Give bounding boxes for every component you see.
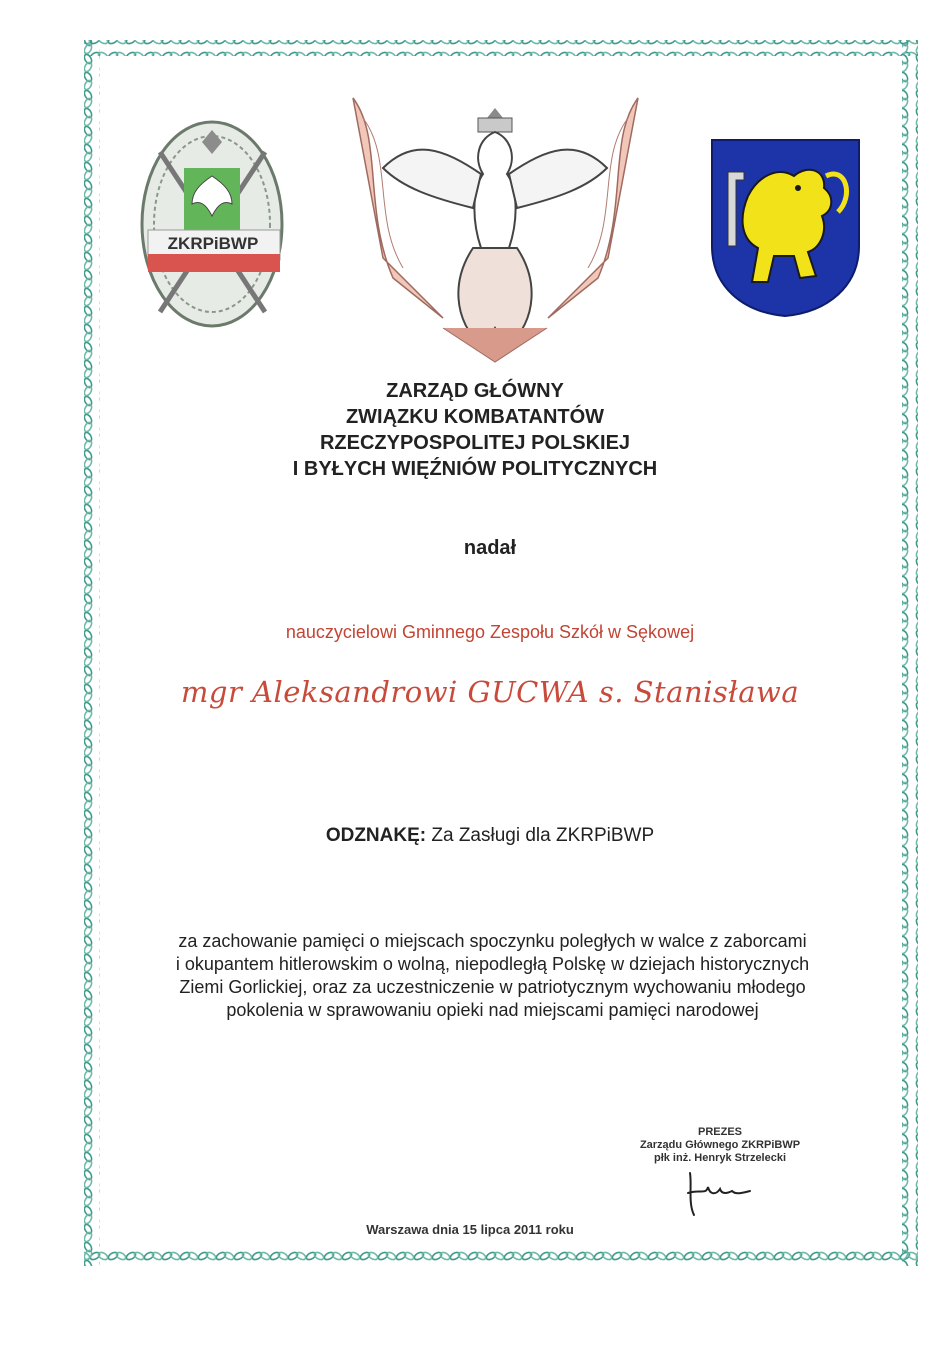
polish-eagle-icon: [323, 78, 668, 363]
reason-line-2: i okupantem hitlerowskim o wolną, niepodległą Polskę w dziejach historycznych: [175, 954, 810, 974]
issue-date: Warszawa dnia 15 lipca 2011 roku: [366, 1222, 574, 1237]
org-line-1: ZARZĄD GŁÓWNY: [386, 380, 564, 402]
awarded-verb: nadał: [463, 537, 517, 559]
issuing-organization: [0, 378, 950, 482]
org-line-4: I BYŁYCH WIĘŹNIÓW POLITYCZNYCH: [292, 458, 658, 480]
recipient-name: mgr Aleksandrowi GUCWA s. Stanisława: [180, 675, 800, 709]
signatory-name: płk inż. Henryk Strzelecki: [653, 1152, 787, 1164]
org-line-2: ZWIĄZKU KOMBATANTÓW: [345, 406, 605, 428]
lion-coat-of-arms-icon: [708, 136, 863, 318]
signatory-role: PREZES: [697, 1126, 742, 1138]
signature-block: [600, 1126, 840, 1165]
award-title: [0, 825, 950, 847]
reason-line-3: Ziemi Gorlickiej, oraz za uczestniczenie w patriotycznym wychowaniu młodego: [179, 977, 806, 997]
award-label: ODZNAKĘ:: [325, 825, 427, 846]
reason-line-4: pokolenia w sprawowaniu opieki nad miejscami pamięci narodowej: [226, 1000, 759, 1020]
award-reason: [0, 930, 950, 1022]
badge-label: ZKRPiBWP: [167, 234, 259, 253]
handwritten-signature: [680, 1165, 760, 1220]
signatory-organization: Zarządu Głównego ZKRPiBWP: [639, 1139, 801, 1151]
org-line-3: RZECZYPOSPOLITEJ POLSKIEJ: [319, 432, 631, 454]
recipient-position: nauczycielowi Gminnego Zespołu Szkół w Sękowej: [285, 622, 695, 642]
award-name: Za Zasługi dla ZKRPiBWP: [431, 825, 655, 846]
reason-line-1: za zachowanie pamięci o miejscach spoczynku poległych w walce z zaborcami: [178, 931, 807, 951]
zkrpibwp-badge-icon: [130, 112, 295, 342]
